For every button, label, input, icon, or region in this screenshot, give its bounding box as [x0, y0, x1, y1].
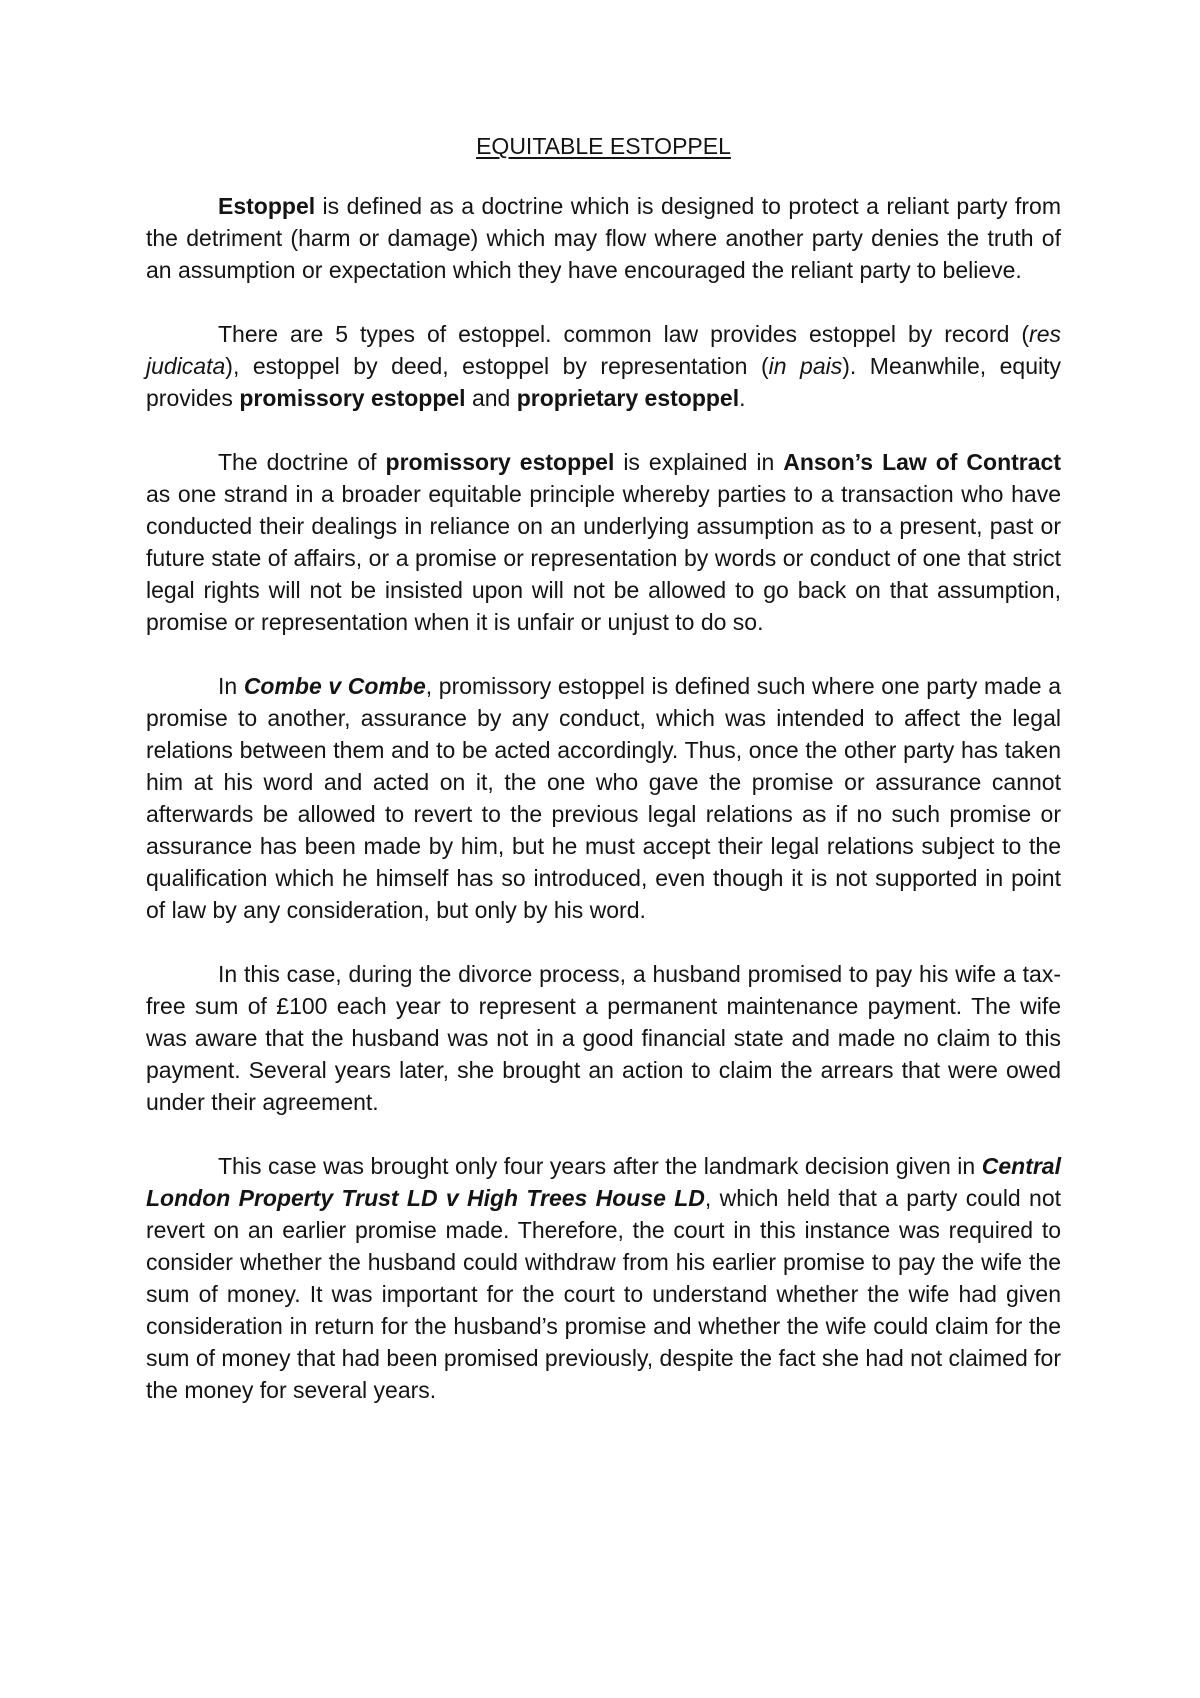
- document-page: [146, 130, 1061, 1406]
- paragraph-text: This case was brought only four years after the landmark decision given in: [218, 1153, 982, 1179]
- paragraph-text: ), estoppel by deed, estoppel by representation (: [225, 353, 769, 379]
- term-promissory-estoppel: promissory estoppel: [385, 449, 615, 475]
- paragraph-text: as one strand in a broader equitable principle whereby parties to a transaction who have conducted their dealings in reliance on an underlying assumption as to a present, past or future state of affairs, or a promise or representation by words or conduct of one that strict legal rights will not be insisted upon will not be allowed to go back on that assumption, promise or representation when it is unfair or unjust to do so.: [146, 481, 1061, 635]
- paragraph-text: In this case, during the divorce process, a husband promised to pay his wife a tax-free sum of £100 each year to represent a permanent maintenance payment. The wife was aware that the husband was not in a good financial state and made no claim to this payment. Several years later, she brought an action to claim the arrears that were owed under their agreement.: [146, 961, 1061, 1115]
- paragraph-types-of-estoppel: [146, 318, 1061, 414]
- paragraph-text: , promissory estoppel is defined such where one party made a promise to another, assurance by any conduct, which was intended to affect the legal relations between them and to be acted accordingly. Thus, once the other party has taken him at his word and acted on it, the one who gave the promise or assurance cannot afterwards be allowed to revert to the previous legal relations as if no such promise or assurance has been made by him, but he must accept their legal relations subject to the qualification which he himself has so introduced, even though it is not supported in point of law by any consideration, but only by his word.: [146, 673, 1061, 923]
- paragraph-estoppel-definition: [146, 190, 1061, 286]
- term-res-judicata: res judicata: [146, 321, 1061, 379]
- paragraph-text: and: [465, 385, 517, 411]
- case-high-trees: Central London Property Trust LD v High Trees House LD: [146, 1153, 1061, 1211]
- paragraph-text: is explained in: [614, 449, 784, 475]
- paragraph-ansons-law: [146, 446, 1061, 638]
- term-in-pais: in pais: [768, 353, 843, 379]
- reference-ansons-law-of-contract: Anson’s Law of Contract: [783, 449, 1061, 475]
- document-title-text: EQUITABLE ESTOPPEL: [476, 133, 731, 159]
- term-proprietary-estoppel: proprietary estoppel: [516, 385, 740, 411]
- paragraph-text: , which held that a party could not revert on an earlier promise made. Therefore, the court in this instance was required to consider whether the husband could withdraw from his earlier promise to pay the wife the sum of money. It was important for the court to understand whether the wife had given consideration in return for the husband’s promise and whether the wife could claim for the sum of money that had been promised previously, despite the fact she had not claimed for the money for several years.: [146, 1185, 1061, 1403]
- document-title: [146, 130, 1061, 162]
- paragraph-text: .: [739, 385, 746, 411]
- paragraph-high-trees: [146, 1150, 1061, 1406]
- paragraph-text: ). Meanwhile, equity provides: [146, 353, 1062, 411]
- case-combe-v-combe: Combe v Combe: [243, 673, 426, 699]
- term-estoppel: Estoppel: [218, 193, 316, 219]
- paragraph-text: In: [218, 673, 244, 699]
- paragraph-text: There are 5 types of estoppel. common law provides estoppel by record (: [218, 321, 1030, 347]
- paragraph-case-facts: [146, 958, 1061, 1118]
- paragraph-combe-v-combe: [146, 670, 1061, 926]
- paragraph-text: is defined as a doctrine which is designed to protect a reliant party from the detriment (harm or damage) which may flow where another party denies the truth of an assumption or expectation which they have encouraged the reliant party to believe.: [146, 193, 1061, 283]
- term-promissory-estoppel: promissory estoppel: [239, 385, 466, 411]
- paragraph-text: The doctrine of: [218, 449, 386, 475]
